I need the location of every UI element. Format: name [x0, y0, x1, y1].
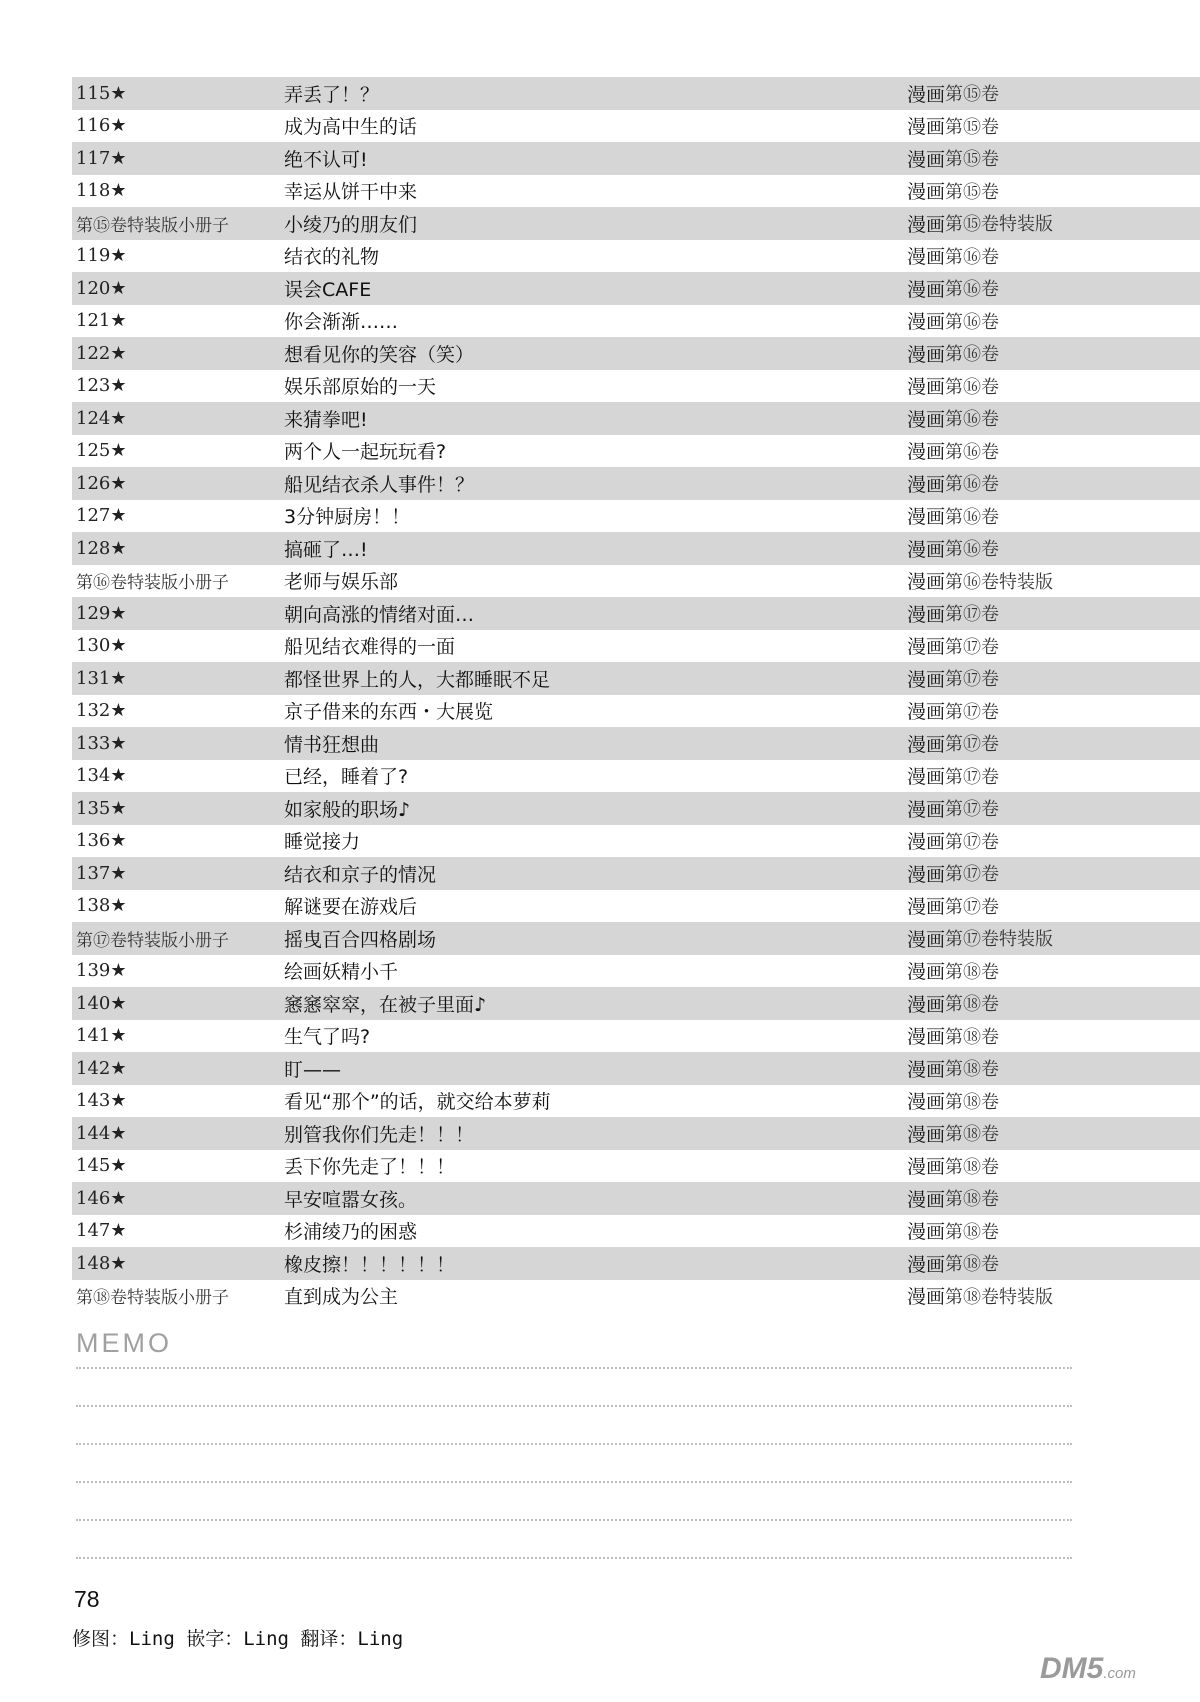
chapter-source: [907, 1247, 999, 1280]
chapter-number: 133★: [76, 732, 127, 754]
chapter-title: 橡皮擦！！！！！！: [284, 1253, 456, 1276]
chapter-number: 122★: [76, 342, 127, 364]
chapter-source: [907, 922, 1053, 955]
source-volume: 第⑱卷: [945, 1221, 1000, 1243]
chapter-source: [907, 435, 999, 468]
chapter-title: 杉浦绫乃的困惑: [284, 1221, 418, 1244]
source-prefix: 漫画: [907, 83, 946, 106]
chapter-title: 丢下你先走了！！！: [284, 1156, 456, 1179]
chapter-source: [907, 825, 999, 858]
source-prefix: 漫画: [907, 1253, 946, 1276]
chapter-source: [907, 240, 999, 273]
chapter-source: [907, 402, 999, 435]
chapter-number: 143★: [76, 1090, 127, 1112]
source-volume: 第⑯卷: [945, 441, 1000, 463]
source-volume: 第⑱卷特装版: [945, 1286, 1054, 1308]
source-volume: 第⑱卷: [945, 994, 1000, 1016]
chapter-title: 两个人一起玩玩看?: [284, 441, 447, 464]
source-prefix: 漫画: [907, 896, 946, 919]
source-prefix: 漫画: [907, 538, 946, 561]
source-volume: 第⑰卷特装版: [945, 929, 1054, 951]
table-row: [72, 1052, 1200, 1085]
table-row: [72, 370, 1200, 403]
chapter-number: 116★: [76, 115, 127, 137]
source-prefix: 漫画: [907, 603, 946, 626]
chapter-title: 摇曳百合四格剧场: [284, 928, 437, 951]
source-volume: 第⑱卷: [945, 1124, 1000, 1146]
memo-line: [76, 1405, 1072, 1407]
chapter-number: 135★: [76, 797, 127, 819]
chapter-source: [907, 1280, 1053, 1313]
watermark-logo: [1040, 1652, 1136, 1686]
source-prefix: 漫画: [907, 571, 946, 594]
source-prefix: 漫画: [907, 116, 946, 139]
chapter-number: 第⑱卷特装版小册子: [76, 1288, 229, 1309]
chapter-number: 119★: [76, 245, 127, 267]
source-volume: 第⑯卷: [945, 279, 1000, 301]
chapter-source: [907, 1020, 999, 1053]
table-row: [72, 532, 1200, 565]
chapter-number: 138★: [76, 895, 127, 917]
table-row: [72, 207, 1200, 240]
chapter-number: 120★: [76, 277, 127, 299]
chapter-number: 127★: [76, 505, 127, 527]
chapter-source: [907, 987, 999, 1020]
table-row: [72, 1182, 1200, 1215]
chapter-title: 早安喧嚣女孩。: [284, 1188, 418, 1211]
chapter-source: [907, 77, 999, 110]
chapter-title: 3分钟厨房！！: [284, 506, 411, 529]
table-row: [72, 240, 1200, 273]
chapter-number: 146★: [76, 1187, 127, 1209]
source-volume: 第⑰卷: [945, 604, 1000, 626]
source-volume: 第⑰卷: [945, 799, 1000, 821]
chapter-source: [907, 305, 999, 338]
table-row: [72, 77, 1200, 110]
source-volume: 第⑱卷: [945, 1189, 1000, 1211]
chapter-title: 已经，睡着了?: [284, 766, 409, 789]
chapter-number: 137★: [76, 862, 127, 884]
chapter-title: 想看见你的笑容（笑）: [284, 343, 475, 366]
chapter-title: 小绫乃的朋友们: [284, 213, 418, 236]
source-volume: 第⑮卷: [945, 84, 1000, 106]
source-volume: 第⑯卷: [945, 311, 1000, 333]
chapter-source: [907, 792, 999, 825]
chapter-source: [907, 955, 999, 988]
table-row: [72, 922, 1200, 955]
chapter-title: 睡觉接力: [284, 831, 361, 854]
chapter-source: [907, 1085, 999, 1118]
table-row: [72, 1085, 1200, 1118]
chapter-source: [907, 727, 999, 760]
chapter-source: [907, 890, 999, 923]
chapter-title: 解谜要在游戏后: [284, 896, 418, 919]
source-volume: 第⑯卷特装版: [945, 571, 1054, 593]
chapter-source: [907, 1117, 999, 1150]
chapter-number: 139★: [76, 960, 127, 982]
chapter-number: 144★: [76, 1122, 127, 1144]
source-volume: 第⑰卷: [945, 831, 1000, 853]
table-row: [72, 727, 1200, 760]
chapter-source: [907, 175, 999, 208]
table-row: [72, 825, 1200, 858]
chapter-source: [907, 207, 1053, 240]
chapter-source: [907, 597, 999, 630]
table-row: [72, 630, 1200, 663]
source-prefix: 漫画: [907, 148, 946, 171]
table-row: [72, 1280, 1200, 1313]
source-volume: 第⑰卷: [945, 766, 1000, 788]
table-row: [72, 662, 1200, 695]
chapter-number: 118★: [76, 180, 127, 202]
table-row: [72, 337, 1200, 370]
chapter-number: 第⑮卷特装版小册子: [76, 215, 229, 236]
source-volume: 第⑱卷: [945, 961, 1000, 983]
source-volume: 第⑱卷: [945, 1059, 1000, 1081]
source-volume: 第⑰卷: [945, 701, 1000, 723]
table-row: [72, 955, 1200, 988]
source-volume: 第⑯卷: [945, 409, 1000, 431]
source-volume: 第⑰卷: [945, 636, 1000, 658]
chapter-number: 125★: [76, 440, 127, 462]
table-row: [72, 565, 1200, 598]
chapter-number: 142★: [76, 1057, 127, 1079]
chapter-title: 成为高中生的话: [284, 116, 418, 139]
chapter-number: 124★: [76, 407, 127, 429]
source-volume: 第⑯卷: [945, 506, 1000, 528]
chapter-number: 第⑰卷特装版小册子: [76, 930, 229, 951]
source-volume: 第⑯卷: [945, 376, 1000, 398]
source-prefix: 漫画: [907, 1091, 946, 1114]
chapter-title: 如家般的职场♪: [284, 798, 411, 821]
source-volume: 第⑰卷: [945, 864, 1000, 886]
chapter-source: [907, 532, 999, 565]
chapter-source: [907, 1215, 999, 1248]
chapter-title: 弄丢了！？: [284, 83, 380, 106]
table-row: [72, 175, 1200, 208]
table-row: [72, 1020, 1200, 1053]
chapter-source: [907, 370, 999, 403]
chapter-title: 朝向高涨的情绪对面…: [284, 603, 475, 626]
source-prefix: 漫画: [907, 961, 946, 984]
table-row: [72, 142, 1200, 175]
source-volume: 第⑮卷特装版: [945, 214, 1054, 236]
chapter-title: 结衣的礼物: [284, 246, 380, 269]
source-prefix: 漫画: [907, 1123, 946, 1146]
memo-line: [76, 1481, 1072, 1483]
watermark-suffix: .com: [1103, 1665, 1136, 1682]
chapter-number: 132★: [76, 700, 127, 722]
chapter-title: 老师与娱乐部: [284, 571, 399, 594]
source-volume: 第⑰卷: [945, 896, 1000, 918]
chapter-source: [907, 695, 999, 728]
source-volume: 第⑯卷: [945, 246, 1000, 268]
source-prefix: 漫画: [907, 441, 946, 464]
source-prefix: 漫画: [907, 733, 946, 756]
chapter-title: 京子借来的东西・大展览: [284, 701, 494, 724]
chapter-source: [907, 565, 1053, 598]
chapter-title: 盯——: [284, 1058, 342, 1081]
source-prefix: 漫画: [907, 993, 946, 1016]
memo-line: [76, 1557, 1072, 1559]
source-prefix: 漫画: [907, 831, 946, 854]
source-volume: 第⑮卷: [945, 116, 1000, 138]
chapter-title: 你会渐渐……: [284, 311, 399, 334]
chapter-title: 生气了吗?: [284, 1026, 371, 1049]
chapter-number: 129★: [76, 602, 127, 624]
source-prefix: 漫画: [907, 1221, 946, 1244]
chapter-title: 船见结衣难得的一面: [284, 636, 456, 659]
chapter-title: 看见“那个”的话，就交给本萝莉: [284, 1091, 551, 1114]
chapter-source: [907, 142, 999, 175]
source-prefix: 漫画: [907, 213, 946, 236]
source-prefix: 漫画: [907, 376, 946, 399]
memo-label: MEMO: [76, 1328, 172, 1358]
table-row: [72, 890, 1200, 923]
chapter-number: 115★: [76, 82, 127, 104]
table-row: [72, 467, 1200, 500]
table-row: [72, 402, 1200, 435]
chapter-list: [72, 77, 1200, 1312]
chapter-title: 绝不认可!: [284, 148, 368, 171]
source-prefix: 漫画: [907, 798, 946, 821]
source-prefix: 漫画: [907, 311, 946, 334]
table-row: [72, 500, 1200, 533]
chapter-source: [907, 500, 999, 533]
source-volume: 第⑯卷: [945, 474, 1000, 496]
memo-line: [76, 1443, 1072, 1445]
chapter-number: 121★: [76, 310, 127, 332]
source-prefix: 漫画: [907, 766, 946, 789]
table-row: [72, 792, 1200, 825]
chapter-title: 情书狂想曲: [284, 733, 380, 756]
chapter-title: 都怪世界上的人，大都睡眠不足: [284, 668, 551, 691]
source-prefix: 漫画: [907, 278, 946, 301]
source-volume: 第⑱卷: [945, 1254, 1000, 1276]
chapter-number: 第⑯卷特装版小册子: [76, 573, 229, 594]
chapter-number: 136★: [76, 830, 127, 852]
memo-line: [76, 1519, 1072, 1521]
source-prefix: 漫画: [907, 506, 946, 529]
chapter-source: [907, 337, 999, 370]
table-row: [72, 1215, 1200, 1248]
table-row: [72, 110, 1200, 143]
table-row: [72, 695, 1200, 728]
chapter-title: 来猜拳吧!: [284, 408, 368, 431]
chapter-number: 148★: [76, 1252, 127, 1274]
chapter-source: [907, 272, 999, 305]
chapter-source: [907, 857, 999, 890]
source-prefix: 漫画: [907, 668, 946, 691]
chapter-source: [907, 760, 999, 793]
source-prefix: 漫画: [907, 636, 946, 659]
chapter-number: 134★: [76, 765, 127, 787]
chapter-source: [907, 630, 999, 663]
chapter-number: 128★: [76, 537, 127, 559]
source-prefix: 漫画: [907, 1058, 946, 1081]
watermark-main: DM5: [1040, 1652, 1104, 1685]
source-volume: 第⑱卷: [945, 1091, 1000, 1113]
credits-line: 修图：Ling 嵌字：Ling 翻译：Ling: [72, 1628, 404, 1650]
source-prefix: 漫画: [907, 701, 946, 724]
chapter-number: 126★: [76, 472, 127, 494]
chapter-title: 直到成为公主: [284, 1286, 399, 1309]
table-row: [72, 760, 1200, 793]
table-row: [72, 1247, 1200, 1280]
chapter-title: 幸运从饼干中来: [284, 181, 418, 204]
chapter-source: [907, 1052, 999, 1085]
chapter-title: 搞砸了…!: [284, 538, 368, 561]
table-row: [72, 435, 1200, 468]
source-volume: 第⑯卷: [945, 539, 1000, 561]
chapter-number: 145★: [76, 1155, 127, 1177]
chapter-source: [907, 110, 999, 143]
chapter-title: 船见结衣杀人事件！？: [284, 473, 475, 496]
source-prefix: 漫画: [907, 1156, 946, 1179]
source-prefix: 漫画: [907, 181, 946, 204]
chapter-source: [907, 1182, 999, 1215]
chapter-title: 娱乐部原始的一天: [284, 376, 437, 399]
source-prefix: 漫画: [907, 408, 946, 431]
chapter-title: 结衣和京子的情况: [284, 863, 437, 886]
memo-line: [76, 1367, 1072, 1369]
chapter-source: [907, 662, 999, 695]
chapter-title: 绘画妖精小千: [284, 961, 399, 984]
source-volume: 第⑮卷: [945, 149, 1000, 171]
chapter-number: 141★: [76, 1025, 127, 1047]
chapter-source: [907, 1150, 999, 1183]
chapter-title: 窸窸窣窣，在被子里面♪: [284, 993, 487, 1016]
source-volume: 第⑰卷: [945, 669, 1000, 691]
table-row: [72, 305, 1200, 338]
source-volume: 第⑮卷: [945, 181, 1000, 203]
chapter-number: 123★: [76, 375, 127, 397]
source-prefix: 漫画: [907, 473, 946, 496]
table-row: [72, 857, 1200, 890]
chapter-number: 140★: [76, 992, 127, 1014]
chapter-title: 别管我你们先走！！！: [284, 1123, 475, 1146]
table-row: [72, 272, 1200, 305]
chapter-number: 117★: [76, 147, 127, 169]
chapter-title: 误会CAFE: [284, 278, 372, 301]
source-volume: 第⑱卷: [945, 1026, 1000, 1048]
source-prefix: 漫画: [907, 1188, 946, 1211]
source-prefix: 漫画: [907, 928, 946, 951]
chapter-number: 147★: [76, 1220, 127, 1242]
source-volume: 第⑱卷: [945, 1156, 1000, 1178]
table-row: [72, 1117, 1200, 1150]
source-prefix: 漫画: [907, 1286, 946, 1309]
page-number: 78: [74, 1586, 100, 1612]
source-volume: 第⑯卷: [945, 344, 1000, 366]
source-prefix: 漫画: [907, 863, 946, 886]
source-prefix: 漫画: [907, 343, 946, 366]
table-row: [72, 1150, 1200, 1183]
table-row: [72, 597, 1200, 630]
chapter-number: 131★: [76, 667, 127, 689]
chapter-number: 130★: [76, 635, 127, 657]
source-volume: 第⑰卷: [945, 734, 1000, 756]
source-prefix: 漫画: [907, 1026, 946, 1049]
table-row: [72, 987, 1200, 1020]
source-prefix: 漫画: [907, 246, 946, 269]
chapter-source: [907, 467, 999, 500]
